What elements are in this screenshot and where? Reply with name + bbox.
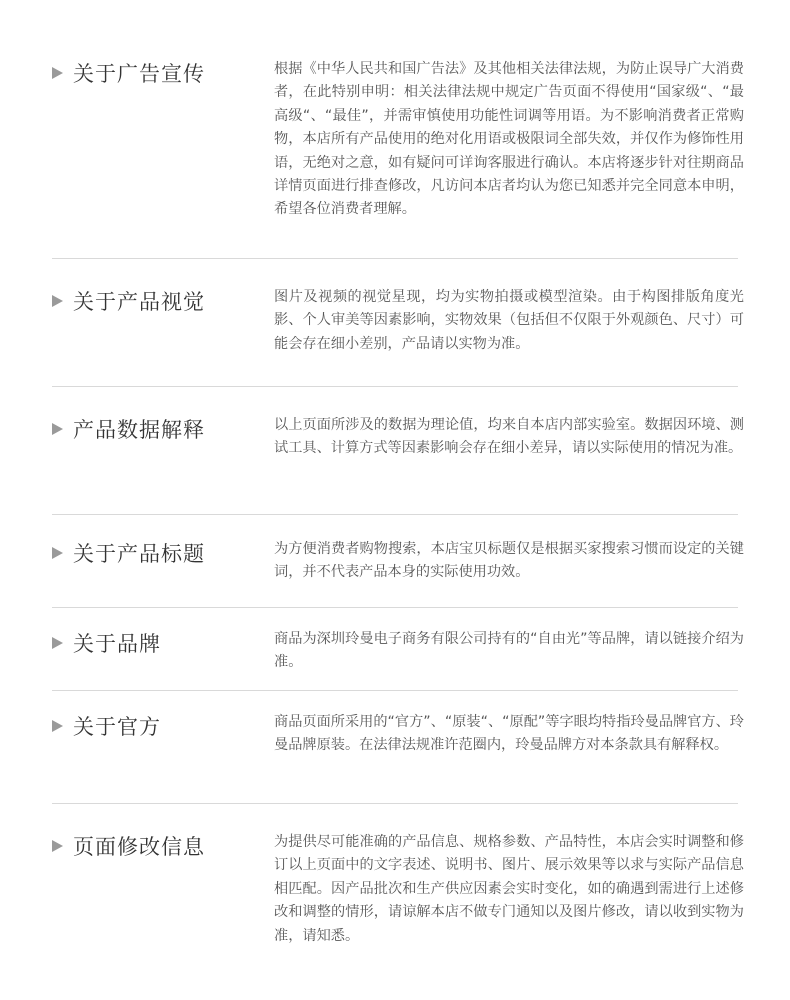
- section-heading: [52, 58, 262, 88]
- notice-section-advertising: [52, 0, 744, 259]
- notice-section-brand: [52, 608, 744, 691]
- triangle-bullet-icon: [52, 295, 63, 307]
- section-heading: [52, 414, 262, 444]
- section-text: 为方便消费者购物搜索，本店宝贝标题仅是根据买家搜索习惯而设定的关键词，并不代表产品本身的实际使用功效。: [274, 541, 744, 581]
- section-text: 为提供尽可能准确的产品信息、规格参数、产品特性，本店会实时调整和修订以上页面中的文字表述、说明书、图片、展示效果等以求与实际产品信息相匹配。因产品批次和生产供应因素会实时变化，如的确遇到需进行上述修改和调整的情形，请谅解本店不做专门通知以及图片修改，请以收到实物为准，请知悉。: [274, 834, 744, 944]
- section-title: 关于官方: [73, 715, 161, 739]
- section-title: 关于品牌: [73, 632, 161, 656]
- section-text: 图片及视频的视觉星现，均为实物拍摄或模型渲染。由于构图排版角度光影、个人审美等因素影响，实物效果（包括但不仅限于外观颜色、尺寸）可能会存在细小差别，产品请以实物为准。: [274, 289, 744, 352]
- section-text: 商品为深圳玲曼电子商务有限公司持有的“自由光”等品牌，请以链接介绍为准。: [274, 631, 744, 671]
- triangle-bullet-icon: [52, 423, 63, 435]
- section-heading: [52, 628, 262, 658]
- section-heading: [52, 711, 262, 741]
- notice-section-page-revision: [52, 804, 744, 1000]
- notice-section-official: [52, 691, 744, 804]
- triangle-bullet-icon: [52, 840, 63, 852]
- section-text: 根据《中华人民共和国广告法》及其他相关法律法规，为防止误导广大消费者，在此特别申明：相关法律法规中规定广告页面不得使用“国家级“、“最高级“、“最佳”，并需审慎使用功能性词调等用语。为不影响消费者正常购物，本店所有产品使用的绝对化用语或极限词全部失效，并仅作为修饰性用语，无绝对之意，如有疑问可详询客服进行确认。本店将逐步针对往期商品详情页面进行排查修改，凡访问本店者均认为您已知悉并完全同意本申明，希望各位消费者理解。: [274, 61, 744, 218]
- section-title: 关于广告宣传: [73, 62, 205, 86]
- section-title: 产品数据解释: [73, 418, 205, 442]
- section-heading: [52, 831, 262, 861]
- triangle-bullet-icon: [52, 67, 63, 79]
- triangle-bullet-icon: [52, 547, 63, 559]
- notice-section-visual: [52, 259, 744, 387]
- section-title: 页面修改信息: [73, 835, 205, 859]
- section-heading: [52, 538, 262, 568]
- triangle-bullet-icon: [52, 720, 63, 732]
- notice-section-data: [52, 387, 744, 515]
- notice-section-title: [52, 515, 744, 608]
- section-title: 关于产品视觉: [73, 290, 205, 314]
- section-text: 商品页面所采用的“官方”、“原装“、“原配”等字眼均特指玲曼品牌官方、玲曼品牌原装。在法律法规准许范圈内，玲曼品牌方对本条款具有解释权。: [274, 714, 744, 754]
- section-text: 以上页面所涉及的数据为理论值，均来自本店内部实验室。数据因环境、测试工具、计算方式等因素影响会存在细小差异，请以实际使用的情况为准。: [274, 417, 744, 457]
- section-heading: [52, 286, 262, 316]
- triangle-bullet-icon: [52, 637, 63, 649]
- section-title: 关于产品标题: [73, 542, 205, 566]
